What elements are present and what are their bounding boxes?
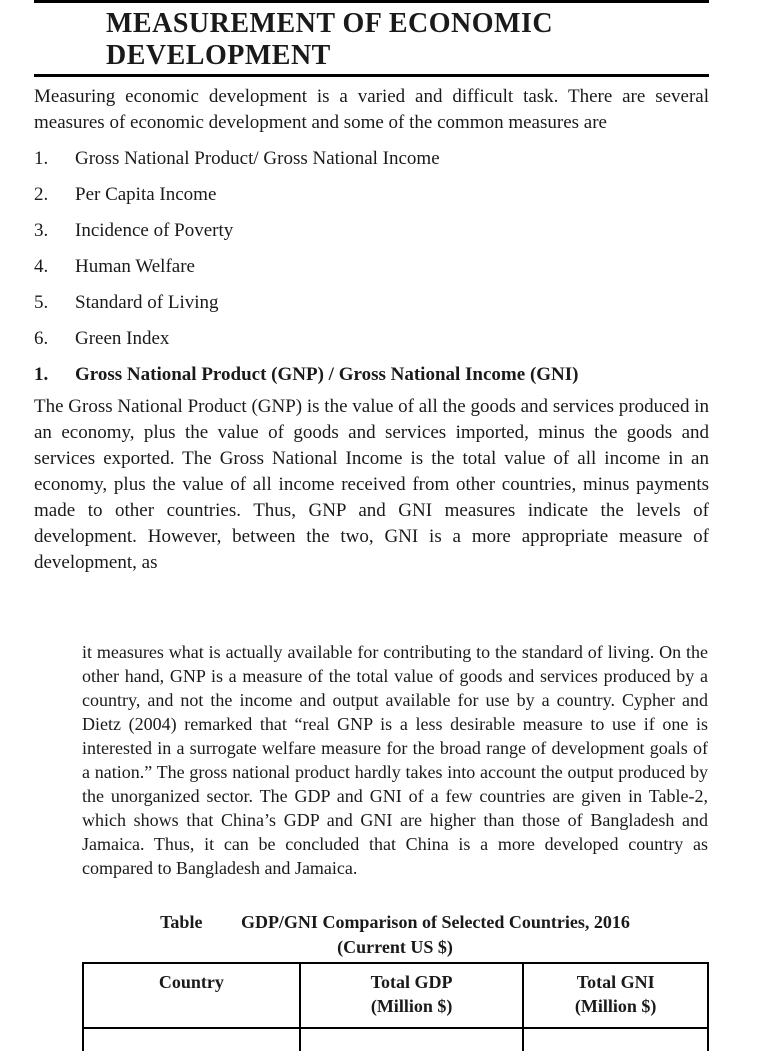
measures-list — [34, 144, 709, 360]
column-header-country — [83, 963, 300, 1028]
column-header-total-gni — [523, 963, 708, 1028]
top-rule — [34, 0, 709, 3]
table-subtitle: (Current US $) — [337, 937, 453, 957]
table-caption-line1 — [82, 910, 708, 935]
title-rule — [34, 74, 709, 77]
gnp-paragraph: The Gross National Product (GNP) is the value of all the goods and services produced in an economy, plus the value of goods and services imported, minus the goods and services exported. The Gross National Income is the total value of all income in an economy, plus the value of all income received from other countries, minus payments made to other countries. Thus, GNP and GNI measures indicate the levels of development. However, between the two, GNI is a more appropriate measure of development, as — [34, 396, 709, 573]
column-header-line: Total GNI — [576, 972, 655, 992]
list-item-number: 4. — [34, 256, 49, 277]
list-item-label: Incidence of Poverty — [75, 220, 234, 241]
table-cell — [523, 1028, 708, 1051]
list-item-number: 5. — [34, 292, 49, 313]
list-item — [34, 216, 709, 252]
list-item-label: Human Welfare — [75, 256, 195, 277]
list-item — [34, 288, 709, 324]
section-heading-gnp — [34, 360, 709, 394]
intro-paragraph: Measuring economic development is a varied and difficult task. There are several measures of economic development and some of the common measures are — [34, 86, 709, 133]
page-lower-section — [82, 640, 708, 880]
page-title-line1: MEASUREMENT OF ECONOMIC — [106, 8, 554, 39]
page-title — [106, 8, 706, 72]
section-number: 1. — [34, 364, 49, 385]
list-item-number: 2. — [34, 184, 49, 205]
gdp-gni-table — [82, 962, 709, 1051]
table-header-row — [83, 963, 708, 1028]
list-item-label: Green Index — [75, 328, 170, 349]
list-item — [34, 252, 709, 288]
list-item-number: 6. — [34, 328, 49, 349]
table-row — [83, 1028, 708, 1051]
table-cell — [83, 1028, 300, 1051]
table-caption — [82, 910, 708, 960]
column-header-unit: (Million $) — [574, 996, 657, 1016]
column-header-unit: (Million $) — [370, 996, 453, 1016]
table-title: GDP/GNI Comparison of Selected Countries, 2016 — [240, 912, 630, 932]
table-label: Table — [160, 912, 203, 932]
list-item-label: Gross National Product/ Gross National Income — [75, 148, 440, 169]
list-item-label: Per Capita Income — [75, 184, 217, 205]
list-item — [34, 180, 709, 216]
column-header-total-gdp — [300, 963, 524, 1028]
list-item — [34, 324, 709, 360]
list-item-number: 1. — [34, 148, 49, 169]
column-header-line: Total GDP — [370, 972, 453, 992]
page-upper-section — [34, 84, 709, 576]
list-item-number: 3. — [34, 220, 49, 241]
list-item-label: Standard of Living — [75, 292, 219, 313]
continuation-paragraph: it measures what is actually available for contributing to the standard of living. On the other hand, GNP is a measure of the total value of goods and services produced by a country, and not the income and output available for use by a country. Cypher and Dietz (2004) remarked that “real GNP is a less desirable measure to use if one is interested in a surrogate welfare measure for the broad range of development goals of a nation.” The gross national product hardly takes into account the output produced by the unorganized sector. The GDP and GNI of a few countries are given in Table-2, which shows that China’s GDP and GNI are higher than those of Bangladesh and Jamaica. Thus, it can be concluded that China is a more developed country as compared to Bangladesh and Jamaica. — [82, 642, 708, 878]
list-item — [34, 144, 709, 180]
column-header-line: Country — [158, 972, 224, 992]
table-cell — [300, 1028, 524, 1051]
section-title: Gross National Product (GNP) / Gross National Income (GNI) — [75, 364, 579, 385]
page-title-line2: DEVELOPMENT — [106, 40, 331, 71]
